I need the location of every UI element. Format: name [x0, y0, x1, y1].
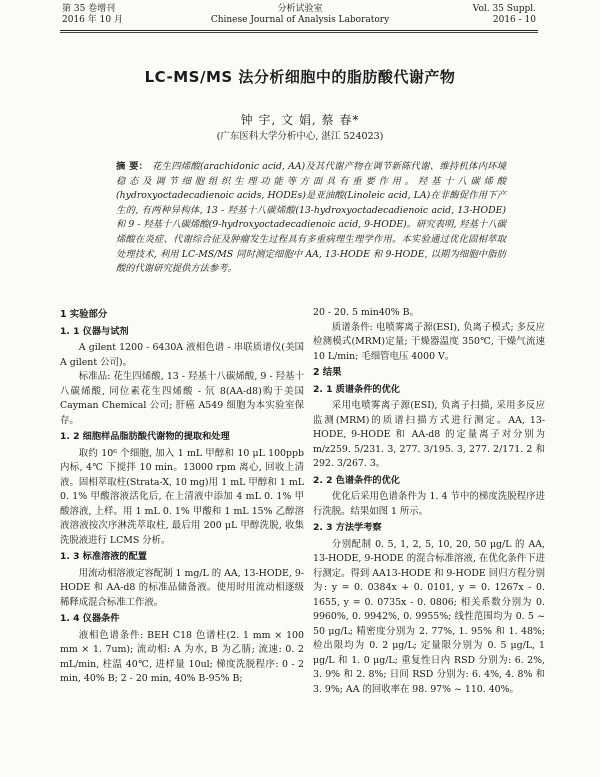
journal-name-en: Chinese Journal of Analysis Laboratory [210, 15, 390, 25]
subsection-heading: 1. 4 仪器条件 [60, 613, 120, 624]
subsection-heading: 2. 1 质谱条件的优化 [313, 383, 400, 395]
issue-date: 2016 年 10 月 [62, 15, 123, 25]
right-column [313, 306, 545, 697]
subsection-heading: 2. 3 方法学考察 [313, 522, 382, 533]
paragraph: 液相色谱条件: BEH C18 色谱柱(2. 1 mm × 100 mm × 1. 7um); 流动相: A 为水, B 为乙腈; 流速: 0. 2 mL/min, 柱温 40℃, 进样量 10ul; 梯度洗脱程序: 0 - 2 min, 40% B; 2 - 20 min, 40% B-95% B; [60, 629, 304, 684]
subsection-heading: 1. 2 细胞样品脂肪酸代谢物的提取和处理 [60, 431, 230, 442]
subsection-heading: 1. 1 仪器与试剂 [60, 325, 129, 337]
journal-volume-en [473, 4, 536, 26]
paragraph: 优化后采用色谱条件为 1. 4 节中的梯度洗脱程序进行洗脱。结果如图 1 所示。 [313, 491, 545, 517]
header-rule [60, 30, 538, 31]
paragraph: 质谱条件: 电喷雾离子源(ESI), 负离子模式; 多反应检测模式(MRM)定量; 干燥器温度 350℃, 干燥气流速 10 L/min; 毛细管电压 4000 V。 [313, 321, 545, 362]
abstract-label: 摘 要： [116, 161, 149, 172]
subsection-heading: 1. 3 标准溶液的配置 [60, 551, 147, 562]
date-en: 2016 - 10 [492, 15, 536, 25]
section-heading: 1 实验部分 [60, 309, 108, 320]
abstract-text: 花生四烯酸(arachidonic acid, AA)及其代谢产物在调节新陈代谢、维持机体内环境稳态及调节细胞组织生理功能等方面具有重要作用。羟基十八碳烯酸(hydroxyoctadecadienoic acids, HODEs)是亚油酸(Linoleic acid, LA)在非酶促作用下产生的, 有两种异构体, 13 - 羟基十八碳烯酸(13-hydroxyoctadecadienoic acid, 13-HODE)和 9 - 羟基十八碳烯酸(9-hydroxyoctadecadienoic acid, 9-HODE)。研究表明, 羟基十八碳烯酸在炎症、代谢综合征及肿瘤发生过程具有多重病理生理学作用。本实验通过优化固相萃取处理技术, 利用 LC-MS/MS 同时测定细胞中 AA, 13-HODE 和 9-HODE, 以期为细胞中脂肪酸的代谢研究提供方法参考。 [116, 161, 506, 275]
paper-authors: 钟 宇, 文 娟, 蔡 春* [240, 113, 360, 127]
paragraph: A gilent 1200 - 6430A 液相色谱 - 串联质谱仪(美国 A gilent 公司)。 [60, 342, 304, 368]
paragraph: 用流动相溶液定容配制 1 mg/L 的 AA, 13-HODE, 9-HODE 和 AA-d8 的标准品储备液。使用时用流动相逐级稀释成混合标准工作液。 [60, 567, 304, 608]
abstract [116, 160, 506, 277]
journal-name-cn: 分析试验室 [277, 4, 323, 14]
author-affiliation: (广东医科大学分析中心, 湛江 524023) [216, 131, 384, 142]
paragraph: 20 - 20. 5 min40% B。 [313, 307, 419, 318]
paragraph: 分别配制 0. 5, 1, 2, 5, 10, 20, 50 μg/L 的 AA, 13-HODE, 9-HODE 的混合标准溶液, 在优化条件下进行测定。得到 AA13-HODE 和 9-HODE 回归方程分别为: y = 0. 0384x + 0. 0101, y = 0. 1267x - 0. 1655, y = 0. 0735x - 0. 0806; 相关系数分别为 0. 9960%, 0. 9942%, 0. 9955%; 线性范围均为 0. 5 ~ 50 μg/L; 精密度分别为 2. 77%, 1. 95% 和 1. 48%; 检出限均为 0. 2 μg/L; 定量限分别为 0. 5 μg/L, 1 μg/L 和 1. 0 μg/L; 重复性日内 RSD 分别为: 6. 2%, 3. 9% 和 2. 8%; 日间 RSD 分别为: 6. 4%, 4. 8% 和 3. 9%; AA 的回收率在 98. 97% ~ 110. 40%。 [313, 538, 546, 695]
volume-issue: 第 35 卷增刊 [62, 4, 116, 14]
paragraph: 标准品: 花生四烯酸, 13 - 羟基十八碳烯酸, 9 - 羟基十八碳烯酸, 同位素花生四烯酸 - 氘 8(AA-d8)购于美国 Cayman Chemical 公司; 肝癌 A549 细胞为本实验室保存。 [60, 371, 304, 426]
paragraph: 采用电喷雾离子源(ESI), 负离子扫描, 采用多反应监测(MRM)的质谱扫描方式进行测定。AA, 13-HODE, 9-HODE 和 AA-d8 的定量离子对分别为 m/z259. 5/231. 3, 277. 3/195. 3, 277. 2/171. 2 和 292. 3/267. 3。 [313, 400, 545, 469]
paper-title: LC-MS/MS 法分析细胞中的脂肪酸代谢产物 [144, 68, 456, 86]
paragraph: 取约 10⁶ 个细胞, 加入 1 mL 甲醇和 10 μL 100ppb 内标, 4℃ 下搅拌 10 min。13000 rpm 离心, 回收上清液。固相萃取柱(Strata-X, 10 mg)用 1 mL 甲醇和 1 mL 0. 1% 甲酸溶液活化后, 在上清液中添加 4 mL 0. 1% 甲酸溶液, 上样。用 1 mL 0. 1% 甲酸和 1 mL 15% 乙醇溶液溶液按次序淋洗萃取柱, 最后用 200 μL 甲醇洗脱, 收集洗脱液进行 LCMS 分析。 [60, 447, 304, 546]
volume-en: Vol. 35 Suppl. [472, 4, 536, 14]
section-heading: 2 结果 [313, 367, 342, 378]
subsection-heading: 2. 2 色谱条件的优化 [313, 474, 400, 486]
header-rule-thin [60, 32, 538, 33]
left-column [60, 306, 304, 687]
